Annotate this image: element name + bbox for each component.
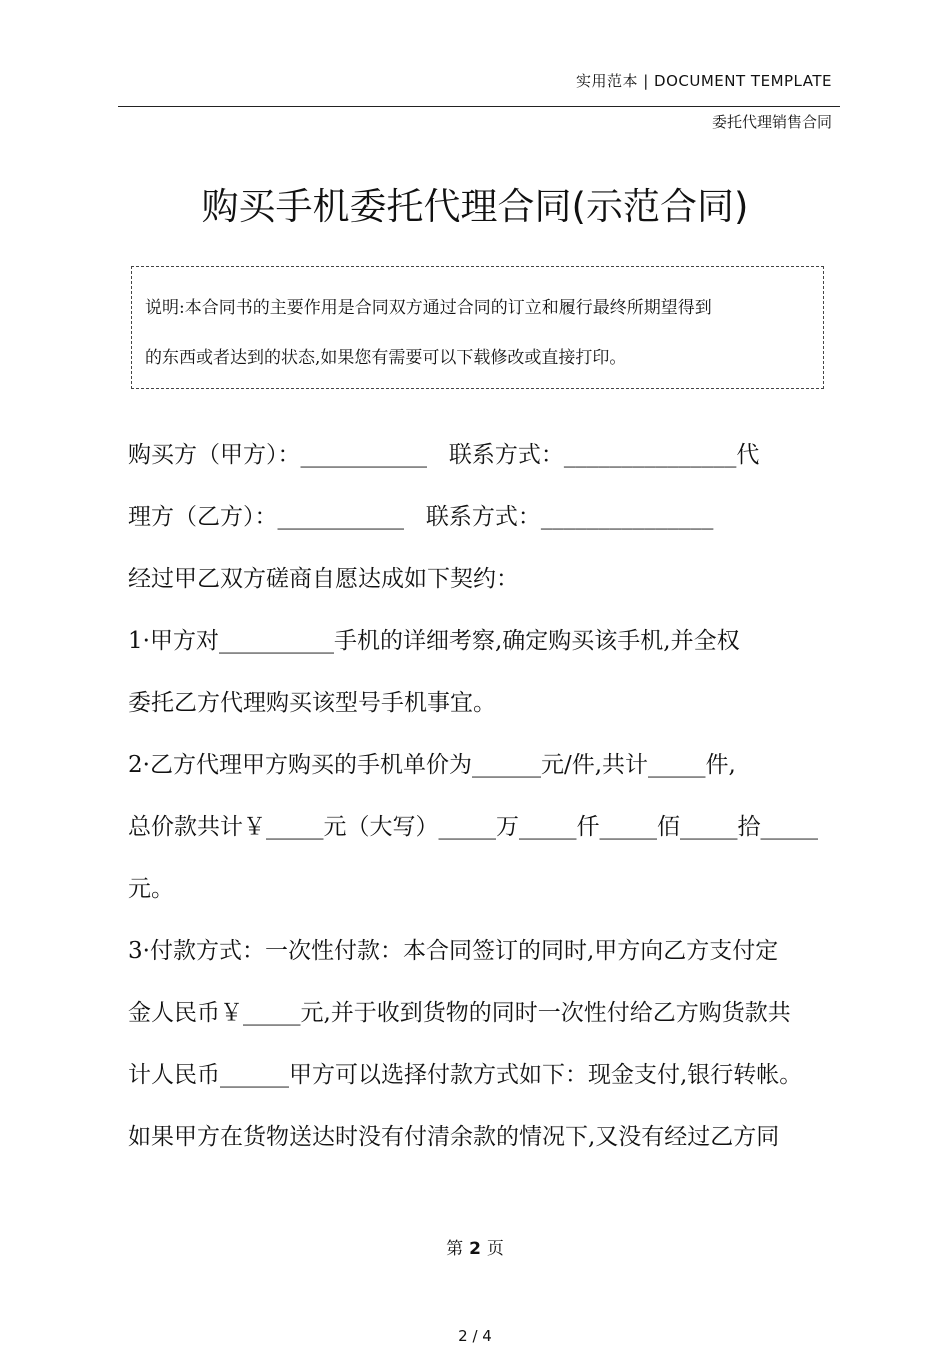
body-line-clause-1a: 1·甲方对__________手机的详细考察,确定购买该手机,并全权 (128, 628, 740, 654)
page-prefix: 第 (446, 1239, 464, 1259)
header-divider (118, 106, 840, 107)
note-line-2: 的东西或者达到的状态,如果您有需要可以下载修改或直接打印。 (145, 348, 627, 368)
document-title: 购买手机委托代理合同(示范合同) (201, 185, 749, 228)
body-line-clause-3b: 金人民币￥_____元,并于收到货物的同时一次性付给乙方购货款共 (128, 1000, 791, 1026)
header-template-label: 实用范本 | DOCUMENT TEMPLATE (575, 72, 832, 90)
body-line-clause-3c: 计人民币______甲方可以选择付款方式如下：现金支付,银行转帐。 (128, 1062, 803, 1088)
page-suffix: 页 (486, 1239, 504, 1259)
note-line-1: 说明:本合同书的主要作用是合同双方通过合同的订立和履行最终所期望得到 (145, 298, 712, 318)
body-line-clause-1b: 委托乙方代理购买该型号手机事宜。 (128, 690, 496, 716)
note-box (131, 266, 824, 389)
body-line-clause-2b: 总价款共计￥_____元（大写）_____万_____仟_____佰_____拾_____ (128, 814, 818, 840)
body-line-buyer: 购买方（甲方）：___________ 联系方式：_______________代 (128, 442, 760, 468)
body-line-clause-3d: 如果甲方在货物送达时没有付清余款的情况下,又没有经过乙方同 (128, 1124, 780, 1150)
page-number: 2 (469, 1239, 481, 1259)
body-line-clause-2c: 元。 (128, 876, 174, 902)
body-line-clause-2a: 2·乙方代理甲方购买的手机单价为______元/件,共计_____件, (128, 752, 736, 778)
page-number-footer (0, 1234, 950, 1259)
body-line-clause-3a: 3·付款方式：一次性付款：本合同签订的同时,甲方向乙方支付定 (128, 938, 779, 964)
body-line-intro: 经过甲乙双方磋商自愿达成如下契约： (128, 566, 519, 592)
page-count-indicator: 2 / 4 (458, 1327, 492, 1345)
header-contract-type: 委托代理销售合同 (711, 113, 832, 131)
body-line-agent: 理方（乙方）：___________ 联系方式：_______________ (128, 504, 714, 530)
